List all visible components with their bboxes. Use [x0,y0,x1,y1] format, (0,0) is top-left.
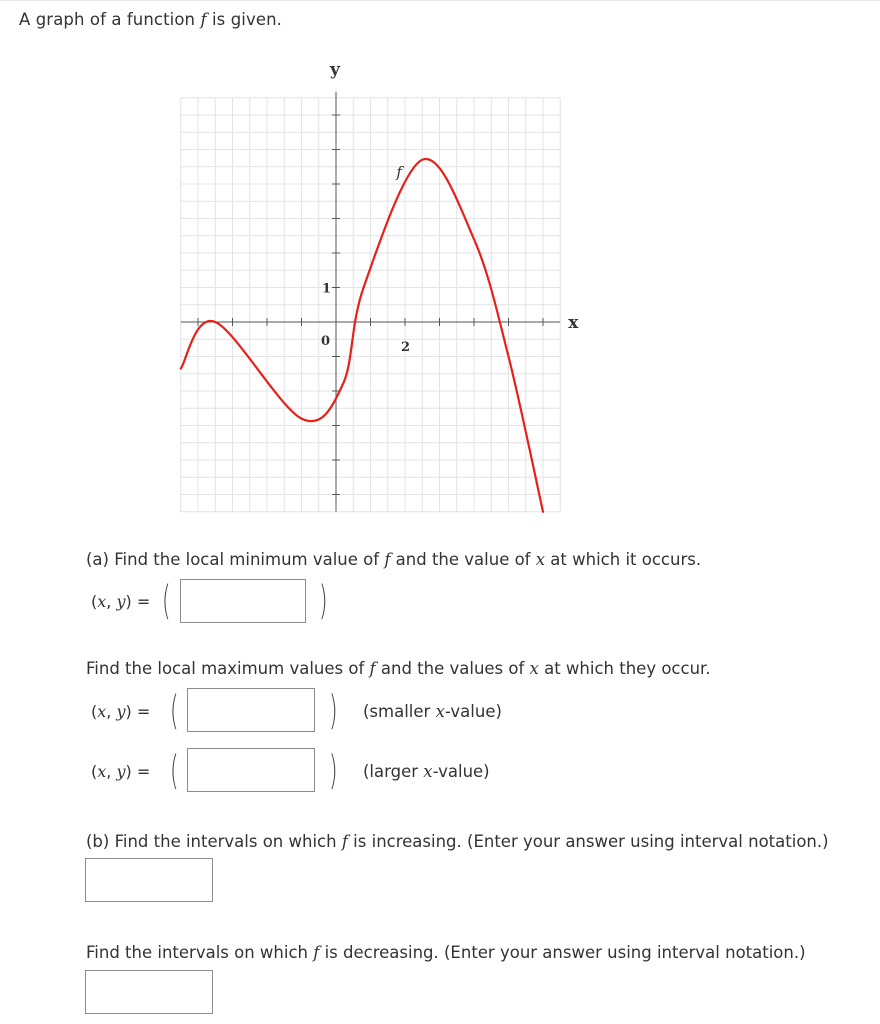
local-min-input[interactable] [180,579,306,623]
decreasing-question: Find the intervals on which f is decreasing. (Enter your answer using interval notation.) [86,943,806,962]
open-paren: ( [170,688,179,734]
grid-lines [181,98,561,512]
larger-x-note: (larger x-value) [363,762,490,781]
close-paren: ) [329,748,338,794]
tick-label-x-two: 2 [401,340,411,355]
decreasing-intervals-input[interactable] [85,970,213,1014]
local-max-smaller-input[interactable] [187,688,315,732]
part-b-question: (b) Find the intervals on which f is increasing. (Enter your answer using interval notation.) [86,832,829,851]
local-max-question: Find the local maximum values of f and the values of x at which they occur. [86,659,711,678]
x-axis-label: x [568,313,579,333]
y-axis-label: y [330,60,340,80]
function-graph [148,58,598,538]
open-paren: ( [170,748,179,794]
part-a-question: (a) Find the local minimum value of f and the value of x at which it occurs. [86,550,702,569]
increasing-intervals-input[interactable] [85,858,213,902]
function-curve [181,159,543,512]
smaller-x-note: (smaller x-value) [363,702,502,721]
top-divider [0,0,880,1]
curve-label: f [396,163,402,182]
tick-label-y-one: 1 [322,281,332,297]
tick-label-origin: 0 [321,334,331,349]
xy-label: (x, y) = [91,702,151,721]
xy-label: (x, y) = [91,762,151,781]
close-paren: ) [319,578,328,624]
close-paren: ) [329,688,338,734]
local-max-larger-input[interactable] [187,748,315,792]
xy-label: (x, y) = [91,592,151,611]
open-paren: ( [162,578,171,624]
intro-text: A graph of a function f is given. [19,10,283,29]
